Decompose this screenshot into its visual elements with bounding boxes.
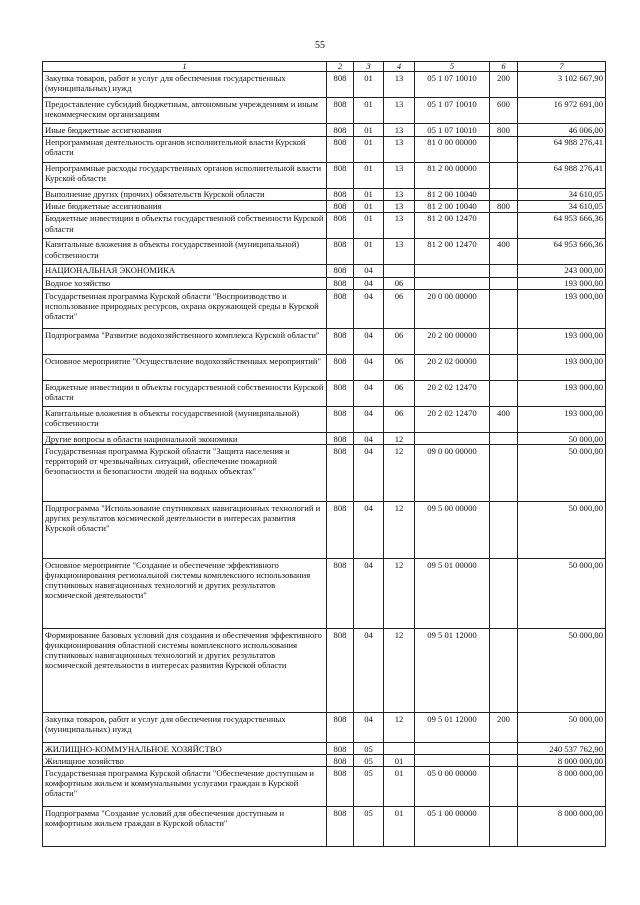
- row-ministry-code: 808: [327, 212, 354, 238]
- row-name: Иные бюджетные ассигнования: [43, 200, 327, 212]
- table-row: [43, 767, 606, 807]
- table-row: [43, 713, 606, 743]
- row-name: Закупка товаров, работ и услуг для обеспечения государственных (муниципальных) нужд: [43, 72, 327, 98]
- row-ministry-code: 808: [327, 355, 354, 381]
- table-row: [43, 98, 606, 124]
- row-ministry-code: 808: [327, 445, 354, 502]
- row-name: Выполнение других (прочих) обязательств Курской области: [43, 188, 327, 200]
- table-row: [43, 355, 606, 381]
- table-row: [43, 755, 606, 767]
- row-ministry-code: 808: [327, 807, 354, 847]
- row-subsection-code: 13: [384, 98, 415, 124]
- row-expense-type: [490, 755, 518, 767]
- row-amount: 243 000,00: [518, 264, 606, 277]
- row-section-code: 01: [354, 188, 384, 200]
- row-subsection-code: [384, 743, 415, 755]
- row-subsection-code: 01: [384, 807, 415, 847]
- row-amount: 193 000,00: [518, 290, 606, 329]
- row-target-code: [415, 277, 490, 289]
- row-expense-type: [490, 329, 518, 355]
- table-row: [43, 162, 606, 188]
- row-subsection-code: 06: [384, 277, 415, 289]
- row-target-code: 05 1 00 00000: [415, 807, 490, 847]
- row-target-code: 81 2 00 12470: [415, 212, 490, 238]
- row-target-code: 09 5 01 00000: [415, 559, 490, 629]
- table-row: [43, 188, 606, 200]
- row-expense-type: 400: [490, 407, 518, 433]
- row-ministry-code: 808: [327, 407, 354, 433]
- row-section-code: 01: [354, 98, 384, 124]
- row-amount: 8 000 000,00: [518, 807, 606, 847]
- row-ministry-code: 808: [327, 502, 354, 559]
- row-name: Другие вопросы в области национальной экономики: [43, 433, 327, 445]
- row-name: ЖИЛИЩНО-КОММУНАЛЬНОЕ ХОЗЯЙСТВО: [43, 743, 327, 755]
- row-section-code: 04: [354, 381, 384, 407]
- row-expense-type: [490, 162, 518, 188]
- row-expense-type: 800: [490, 124, 518, 136]
- row-subsection-code: 12: [384, 445, 415, 502]
- table-row: [43, 433, 606, 445]
- row-amount: 193 000,00: [518, 329, 606, 355]
- row-amount: 193 000,00: [518, 355, 606, 381]
- row-ministry-code: 808: [327, 743, 354, 755]
- row-name: Иные бюджетные ассигнования: [43, 124, 327, 136]
- row-name: Водное хозяйство: [43, 277, 327, 289]
- row-section-code: 04: [354, 559, 384, 629]
- table-row: [43, 445, 606, 502]
- row-expense-type: [490, 445, 518, 502]
- row-ministry-code: 808: [327, 713, 354, 743]
- row-section-code: 04: [354, 407, 384, 433]
- row-name: Непрограммные расходы государственных органов исполнительной власти Курской области: [43, 162, 327, 188]
- row-expense-type: [490, 433, 518, 445]
- row-target-code: 81 2 00 00000: [415, 162, 490, 188]
- table-row: [43, 559, 606, 629]
- row-subsection-code: 13: [384, 212, 415, 238]
- row-ministry-code: 808: [327, 629, 354, 713]
- page-number: 55: [315, 40, 325, 51]
- row-expense-type: [490, 767, 518, 807]
- row-subsection-code: 13: [384, 136, 415, 162]
- row-section-code: 05: [354, 743, 384, 755]
- table-row: [43, 136, 606, 162]
- table-row: [43, 502, 606, 559]
- row-subsection-code: 13: [384, 124, 415, 136]
- row-subsection-code: 01: [384, 755, 415, 767]
- row-name: Непрограммная деятельность органов исполнительной власти Курской области: [43, 136, 327, 162]
- row-subsection-code: 12: [384, 433, 415, 445]
- row-name: Закупка товаров, работ и услуг для обеспечения государственных (муниципальных) нужд: [43, 713, 327, 743]
- row-name: Бюджетные инвестиции в объекты государственной собственности Курской области: [43, 212, 327, 238]
- row-subsection-code: 06: [384, 355, 415, 381]
- column-header: 5: [415, 62, 490, 72]
- row-target-code: 20 2 02 00000: [415, 355, 490, 381]
- row-amount: 50 000,00: [518, 502, 606, 559]
- row-name: Основное мероприятие "Осуществление водохозяйственных мероприятий": [43, 355, 327, 381]
- row-expense-type: 200: [490, 72, 518, 98]
- column-header: 7: [518, 62, 606, 72]
- row-target-code: [415, 743, 490, 755]
- row-amount: 50 000,00: [518, 445, 606, 502]
- row-expense-type: [490, 629, 518, 713]
- row-section-code: 01: [354, 162, 384, 188]
- row-section-code: 04: [354, 445, 384, 502]
- row-section-code: 05: [354, 767, 384, 807]
- row-ministry-code: 808: [327, 264, 354, 277]
- row-name: НАЦИОНАЛЬНАЯ ЭКОНОМИКА: [43, 264, 327, 277]
- row-expense-type: [490, 290, 518, 329]
- row-section-code: 04: [354, 629, 384, 713]
- row-subsection-code: 06: [384, 381, 415, 407]
- row-name: Жилищное хозяйство: [43, 755, 327, 767]
- row-ministry-code: 808: [327, 124, 354, 136]
- column-header: 3: [354, 62, 384, 72]
- row-ministry-code: 808: [327, 162, 354, 188]
- table-row: [43, 807, 606, 847]
- row-amount: 16 972 691,00: [518, 98, 606, 124]
- row-target-code: [415, 433, 490, 445]
- row-section-code: 04: [354, 713, 384, 743]
- row-target-code: 20 0 00 00000: [415, 290, 490, 329]
- row-amount: 193 000,00: [518, 381, 606, 407]
- row-section-code: 04: [354, 290, 384, 329]
- row-expense-type: [490, 136, 518, 162]
- row-amount: 64 953 666,36: [518, 238, 606, 264]
- row-expense-type: [490, 381, 518, 407]
- row-expense-type: [490, 188, 518, 200]
- row-amount: 64 953 666,36: [518, 212, 606, 238]
- row-subsection-code: 12: [384, 559, 415, 629]
- row-ministry-code: 808: [327, 98, 354, 124]
- row-target-code: 81 2 00 12470: [415, 238, 490, 264]
- column-header: 4: [384, 62, 415, 72]
- row-section-code: 04: [354, 329, 384, 355]
- row-name: Государственная программа Курской области "Обеспечение доступным и комфортным жильем и коммунальными услугами граждан в Курской области": [43, 767, 327, 807]
- row-subsection-code: 13: [384, 238, 415, 264]
- row-expense-type: [490, 212, 518, 238]
- row-name: Капитальные вложения в объекты государственной (муниципальной) собственности: [43, 407, 327, 433]
- table-row: [43, 629, 606, 713]
- row-subsection-code: 13: [384, 72, 415, 98]
- row-expense-type: [490, 559, 518, 629]
- row-ministry-code: 808: [327, 290, 354, 329]
- row-name: Основное мероприятие "Создание и обеспечение эффективного функционирования региональной системы комплексного использования спутниковых навигационных технологий и других результатов космической деятельности": [43, 559, 327, 629]
- row-target-code: 09 5 00 00000: [415, 502, 490, 559]
- row-ministry-code: 808: [327, 200, 354, 212]
- row-expense-type: 400: [490, 238, 518, 264]
- table-row: [43, 264, 606, 277]
- row-subsection-code: 12: [384, 629, 415, 713]
- row-amount: 64 988 276,41: [518, 162, 606, 188]
- row-name: Подпрограмма "Развитие водохозяйственного комплекса Курской области": [43, 329, 327, 355]
- row-target-code: 81 0 00 00000: [415, 136, 490, 162]
- table-row: [43, 124, 606, 136]
- row-amount: 193 000,00: [518, 407, 606, 433]
- row-section-code: 01: [354, 200, 384, 212]
- row-section-code: 04: [354, 355, 384, 381]
- row-amount: 3 102 667,90: [518, 72, 606, 98]
- row-subsection-code: 13: [384, 200, 415, 212]
- row-target-code: 20 2 00 00000: [415, 329, 490, 355]
- row-ministry-code: 808: [327, 755, 354, 767]
- row-target-code: 05 1 07 10010: [415, 98, 490, 124]
- column-header: 2: [327, 62, 354, 72]
- row-amount: 34 610,05: [518, 188, 606, 200]
- row-subsection-code: 06: [384, 290, 415, 329]
- row-subsection-code: 13: [384, 162, 415, 188]
- row-subsection-code: 06: [384, 407, 415, 433]
- row-name: Государственная программа Курской области "Защита населения и территорий от чрезвычайных ситуаций, обеспечение пожарной безопасности и безопасности людей на водных объектах": [43, 445, 327, 502]
- row-section-code: 04: [354, 264, 384, 277]
- row-name: Подпрограмма "Создание условий для обеспечения доступным и комфортным жильем граждан в Курской области": [43, 807, 327, 847]
- row-section-code: 01: [354, 72, 384, 98]
- row-target-code: 05 0 00 00000: [415, 767, 490, 807]
- table-row: [43, 743, 606, 755]
- row-section-code: 04: [354, 502, 384, 559]
- row-subsection-code: 13: [384, 188, 415, 200]
- row-amount: 46 006,00: [518, 124, 606, 136]
- row-ministry-code: 808: [327, 381, 354, 407]
- row-section-code: 01: [354, 136, 384, 162]
- row-target-code: 20 2 02 12470: [415, 381, 490, 407]
- row-target-code: [415, 264, 490, 277]
- row-expense-type: [490, 264, 518, 277]
- row-section-code: 04: [354, 433, 384, 445]
- row-expense-type: [490, 502, 518, 559]
- row-name: Капитальные вложения в объекты государственной (муниципальной) собственности: [43, 238, 327, 264]
- row-target-code: 09 0 00 00000: [415, 445, 490, 502]
- row-expense-type: 200: [490, 713, 518, 743]
- row-ministry-code: 808: [327, 188, 354, 200]
- row-target-code: 81 2 00 10040: [415, 200, 490, 212]
- row-name: Формирование базовых условий для создания и обеспечения эффективного функционирования областной системы комплексного использования спутниковых навигационных технологий и других результатов космической деятельности в интересах развития Курской области: [43, 629, 327, 713]
- table-row: [43, 277, 606, 289]
- column-header: 6: [490, 62, 518, 72]
- row-amount: 64 988 276,41: [518, 136, 606, 162]
- row-section-code: 01: [354, 124, 384, 136]
- table-row: [43, 290, 606, 329]
- row-ministry-code: 808: [327, 767, 354, 807]
- row-amount: 8 000 000,00: [518, 767, 606, 807]
- row-section-code: 05: [354, 807, 384, 847]
- row-amount: 240 537 762,90: [518, 743, 606, 755]
- row-name: Подпрограмма "Использование спутниковых навигационных технологий и других результатов космической деятельности в интересах развития Курской области": [43, 502, 327, 559]
- row-target-code: 20 2 02 12470: [415, 407, 490, 433]
- table-row: [43, 329, 606, 355]
- row-target-code: 05 1 07 10010: [415, 124, 490, 136]
- row-ministry-code: 808: [327, 433, 354, 445]
- row-expense-type: 800: [490, 200, 518, 212]
- row-amount: 34 610,05: [518, 200, 606, 212]
- table-row: [43, 200, 606, 212]
- header-row: [43, 62, 606, 72]
- row-expense-type: [490, 355, 518, 381]
- row-subsection-code: 01: [384, 767, 415, 807]
- table-row: [43, 381, 606, 407]
- row-target-code: 05 1 07 10010: [415, 72, 490, 98]
- row-ministry-code: 808: [327, 559, 354, 629]
- row-subsection-code: [384, 264, 415, 277]
- row-target-code: [415, 755, 490, 767]
- row-ministry-code: 808: [327, 72, 354, 98]
- row-ministry-code: 808: [327, 329, 354, 355]
- row-ministry-code: 808: [327, 277, 354, 289]
- row-subsection-code: 06: [384, 329, 415, 355]
- row-expense-type: [490, 277, 518, 289]
- row-section-code: 05: [354, 755, 384, 767]
- table-row: [43, 212, 606, 238]
- row-section-code: 01: [354, 212, 384, 238]
- row-amount: 193 000,00: [518, 277, 606, 289]
- budget-table: [42, 61, 606, 847]
- row-name: Государственная программа Курской области "Воспроизводство и использование природных ресурсов, охрана окружающей среды в Курской области": [43, 290, 327, 329]
- table-row: [43, 407, 606, 433]
- row-section-code: 01: [354, 238, 384, 264]
- row-amount: 50 000,00: [518, 559, 606, 629]
- column-header: 1: [43, 62, 327, 72]
- row-amount: 50 000,00: [518, 713, 606, 743]
- row-ministry-code: 808: [327, 238, 354, 264]
- row-target-code: 81 2 00 10040: [415, 188, 490, 200]
- row-amount: 8 000 000,00: [518, 755, 606, 767]
- row-expense-type: 600: [490, 98, 518, 124]
- row-section-code: 04: [354, 277, 384, 289]
- row-expense-type: [490, 743, 518, 755]
- row-amount: 50 000,00: [518, 629, 606, 713]
- table-row: [43, 72, 606, 98]
- row-target-code: 09 5 01 12000: [415, 713, 490, 743]
- row-expense-type: [490, 807, 518, 847]
- row-ministry-code: 808: [327, 136, 354, 162]
- table-row: [43, 238, 606, 264]
- row-amount: 50 000,00: [518, 433, 606, 445]
- row-name: Предоставление субсидий бюджетным, автономным учреждениям и иным некоммерческим организациям: [43, 98, 327, 124]
- row-name: Бюджетные инвестиции в объекты государственной собственности Курской области: [43, 381, 327, 407]
- row-subsection-code: 12: [384, 502, 415, 559]
- row-subsection-code: 12: [384, 713, 415, 743]
- row-target-code: 09 5 01 12000: [415, 629, 490, 713]
